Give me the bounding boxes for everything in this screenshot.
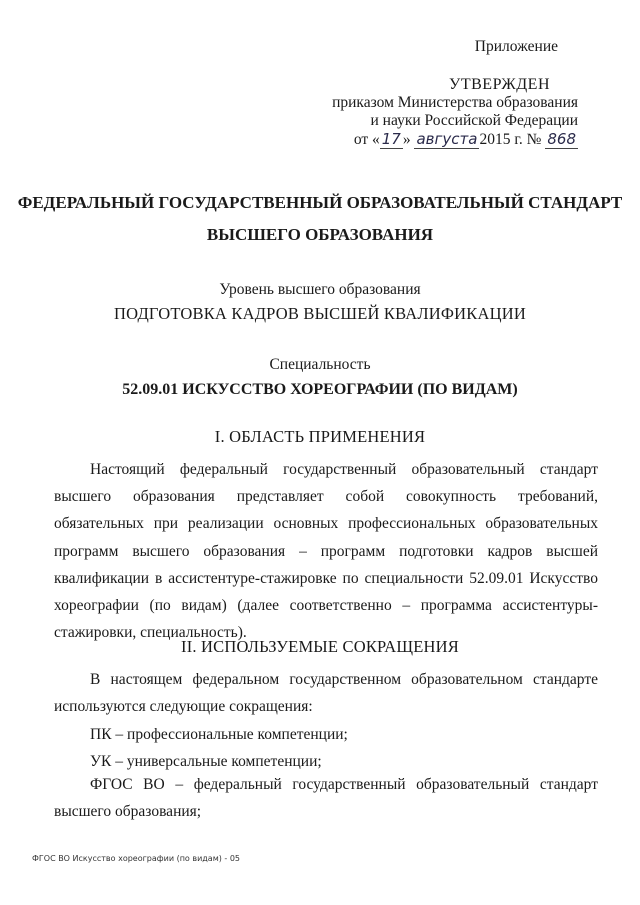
date-day: 17 (381, 130, 401, 148)
appendix-label: Приложение (474, 38, 558, 55)
section-1-heading: I. ОБЛАСТЬ ПРИМЕНЕНИЯ (214, 427, 426, 446)
abbr-item-fgos: ФГОС ВО – федеральный государственный образовательный стандарт высшего образования; (54, 776, 598, 821)
specialty-value: 52.09.01 ИСКУССТВО ХОРЕОГРАФИИ (ПО ВИДАМ) (122, 381, 518, 398)
date-mid: » (402, 131, 411, 148)
specialty-label: Специальность (269, 356, 371, 373)
section-2-intro: В настоящем федеральном государственном образовательном стандарте используются следующие сокращения: (54, 671, 598, 716)
order-line-2: и науки Российской Федерации (370, 112, 578, 129)
page-footer: ФГОС ВО Искусство хореографии (по видам) - 05 (32, 854, 241, 863)
abbr-item-uk: УК – универсальные компетенции; (90, 753, 322, 770)
level-value: ПОДГОТОВКА КАДРОВ ВЫСШЕЙ КВАЛИФИКАЦИИ (114, 304, 526, 323)
approval-block (332, 38, 578, 149)
approved-label: УТВЕРЖДЕН (449, 76, 550, 93)
order-number: 868 (547, 130, 576, 148)
date-prefix: от « (353, 131, 380, 148)
document-title-line-2: ВЫСШЕГО ОБРАЗОВАНИЯ (206, 225, 434, 244)
order-date-line (332, 130, 578, 149)
date-month: августа (416, 130, 478, 148)
order-line-1: приказом Министерства образования (332, 94, 578, 111)
date-year: 2015 г. № (479, 131, 542, 148)
section-1-paragraph: Настоящий федеральный государственный образовательный стандарт высшего образования представляет собой совокупность требований, обязательных при реализации основных профессиональных образовательных программ высшего образования – программ подготовки кадров высшей квалификации в ассистентуре-стажировке по специальности 52.09.01 Искусство хореографии (по видам) (далее соответственно – программа ассистентуры-стажировки, специальность). (54, 461, 598, 642)
document-title-line-1: ФЕДЕРАЛЬНЫЙ ГОСУДАРСТВЕННЫЙ ОБРАЗОВАТЕЛЬНЫЙ СТАНДАРТ (17, 193, 623, 212)
section-2-heading: II. ИСПОЛЬЗУЕМЫЕ СОКРАЩЕНИЯ (181, 637, 459, 656)
level-label: Уровень высшего образования (219, 281, 421, 298)
abbr-item-pk: ПК – профессиональные компетенции; (90, 726, 348, 743)
